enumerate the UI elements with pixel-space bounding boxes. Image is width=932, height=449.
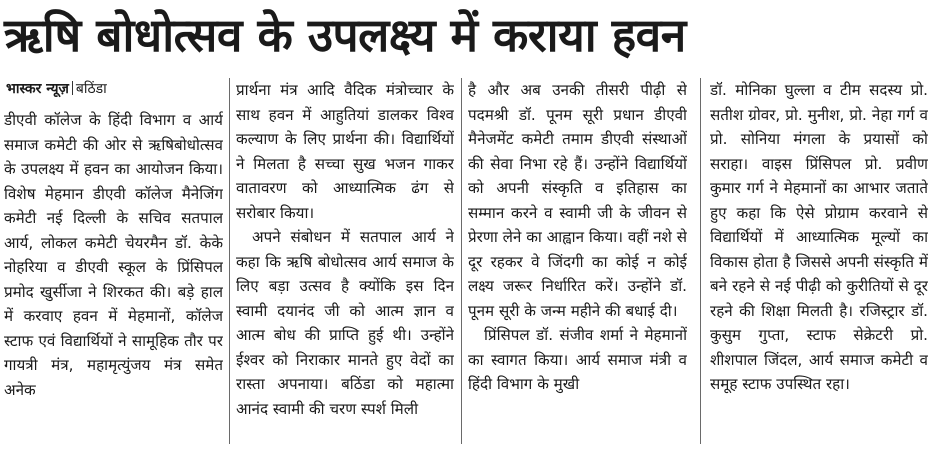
article-column-1: [4, 78, 223, 446]
article-paragraph: प्रार्थना मंत्र आदि वैदिक मंत्रोच्चार के साथ हवन में आहुतियां डालकर विश्व कल्याण के लिए प्रार्थना की। विद्यार्थियों ने मिलता है सच्चा सुख भजन गाकर वातावरण को आध्यात्मिक ढंग से सरोबार किया।: [236, 81, 454, 222]
article-paragraph: डीएवी कॉलेज के हिंदी विभाग व आर्य समाज कमेटी की ओर से ऋषिबोधोत्सव के उपलक्ष्य में हवन का आयोजन किया। विशेष मेहमान डीएवी कॉलेज मैनेजिंग कमेटी नई दिल्ली के सचिव सतपाल आर्य, लोकल कमेटी चेयरमैन डॉ. केके नोहरिया व डीएवी स्कूल के प्रिंसिपल प्रमोद खुर्सीजा ने शिरकत की। बड़े हाल में करवाए हवन में मेहमानों, कॉलेज स्टाफ एवं विद्यार्थियों ने सामूहिक तौर पर गायत्री मंत्र, महामृत्युंजय मंत्र समेत अनेक: [4, 111, 223, 399]
article-column-3: [468, 78, 687, 446]
byline: [4, 78, 223, 104]
article-paragraph: अपने संबोधन में सतपाल आर्य ने कहा कि ऋषि बोधोत्सव आर्य समाज के लिए बड़ा उत्सव है क्योंकि इस दिन स्वामी दयानंद जी को आत्म ज्ञान व आत्म बोध की प्राप्ति हुई थी। उन्होंने ईश्वर को निराकार मानते हुए वेदों का रास्ता अपनाया। बठिंडा को महात्मा आनंद स्वामी की चरण स्पर्श मिली: [236, 228, 454, 418]
headline: ऋषि बोधोत्सव के उपलक्ष्य में कराया हवन: [4, 8, 686, 62]
article-column-2: [236, 78, 454, 446]
column-divider: [229, 78, 230, 444]
byline-source: भास्कर न्यूज़: [6, 81, 69, 97]
article-paragraph: डॉ. मोनिका घुल्ला व टीम सदस्य प्रो. सतीश ग्रोवर, प्रो. मुनीश, प्रो. नेहा गर्ग व प्रो. सोनिया मंगला के प्रयासों को सराहा। वाइस प्रिंसिपल प्रो. प्रवीण कुमार गर्ग ने मेहमानों का आभार जताते हुए कहा कि ऐसे प्रोग्राम करवाने से विद्यार्थियों में आध्यात्मिक मूल्यों का विकास होता है जिससे अपनी संस्कृति में बने रहने से नई पीढ़ी को कुरीतियों से दूर रहने की शिक्षा मिलती है। रजिस्ट्रार डॉ. कुसुम गुप्ता, स्टाफ सेक्रेटरी प्रो. शीशपाल जिंदल, आर्य समाज कमेटी व समूह स्टाफ उपस्थित रहा।: [710, 81, 928, 393]
article-paragraph: प्रिंसिपल डॉ. संजीव शर्मा ने मेहमानों का स्वागत किया। आर्य समाज मंत्री व हिंदी विभाग के मुखी: [468, 326, 687, 393]
byline-divider: [72, 81, 73, 95]
article-column-4: [710, 78, 928, 446]
column-divider: [461, 78, 462, 444]
column-divider: [700, 78, 701, 444]
byline-city: बठिंडा: [75, 81, 107, 97]
article-paragraph: है और अब उनकी तीसरी पीढ़ी से पदमश्री डॉ. पूनम सूरी प्रधान डीएवी मैनेजमेंट कमेटी तमाम डीएवी संस्थाओं की सेवा निभा रहे हैं। उन्होंने विद्यार्थियों को अपनी संस्कृति व इतिहास का सम्मान करने व स्वामी जी के जीवन से प्रेरणा लेने का आह्वान किया। वहीं नशे से दूर रहकर वे जिंदगी का कोई न कोई लक्ष्य जरूर निर्धारित करें। उन्होंने डॉ. पूनम सूरी के जन्म महीने की बधाई दी।: [468, 81, 687, 320]
